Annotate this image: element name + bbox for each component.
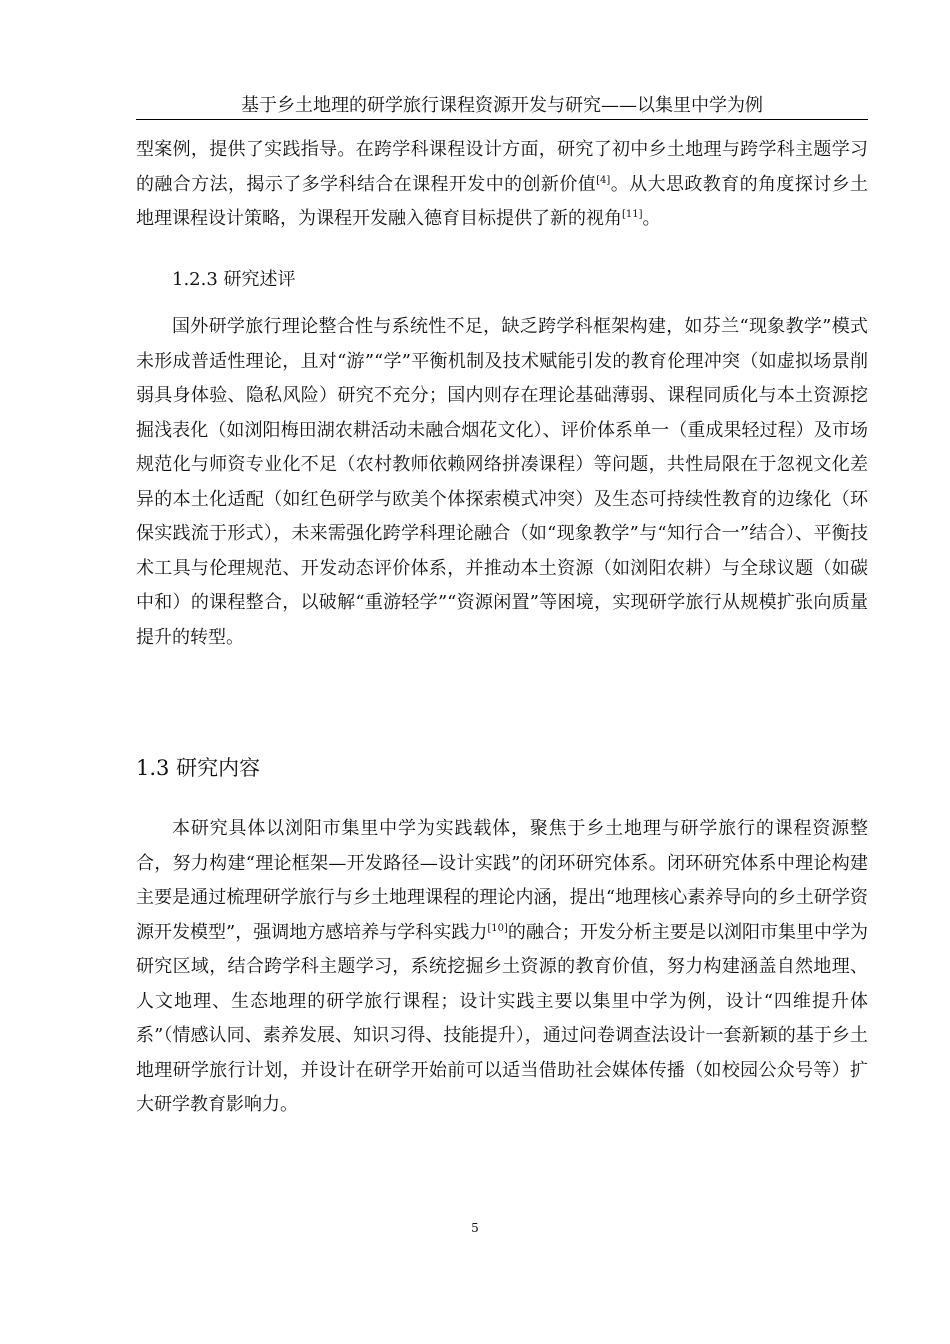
content-paragraph [136, 812, 868, 1123]
citation-4: [4] [596, 174, 611, 186]
review-paragraph-block [136, 310, 868, 655]
intro-text-part1: 型案例，提供了实践指导。在跨学科课程设计方面，研究了初中乡土地理与跨学科主题学习的融合方法，揭示了多学科结合在课程开发中的创新价值 [136, 139, 868, 195]
content-paragraph-block [136, 812, 868, 1123]
review-paragraph: 国外研学旅行理论整合性与系统性不足，缺乏跨学科框架构建，如芬兰“现象教学”模式未形成普适性理论，且对“游”“学”平衡机制及技术赋能引发的教育伦理冲突（如虚拟场景削弱具身体验、隐私风险）研究不充分；国内则存在理论基础薄弱、课程同质化与本土资源挖掘浅表化（如浏阳梅田湖农耕活动未融合烟花文化）、评价体系单一（重成果轻过程）及市场规范化与师资专业化不足（农村教师依赖网络拼凑课程）等问题，共性局限在于忽视文化差异的本土化适配（如红色研学与欧美个体探索模式冲突）及生态可持续性教育的边缘化（环保实践流于形式），未来需强化跨学科理论融合（如“现象教学”与“知行合一”结合）、平衡技术工具与伦理规范、开发动态评价体系，并推动本土资源（如浏阳农耕）与全球议题（如碳中和）的课程整合，以破解“重游轻学”“资源闲置”等困境，实现研学旅行从规模扩张向质量提升的转型。 [136, 316, 868, 648]
section-heading: 1.3 研究内容 [136, 756, 261, 780]
intro-text-part2: 。从大思政教育的角度探讨乡土地理课程设计策略，为课程开发融入德育目标提供了新的视角 [136, 173, 869, 229]
content-text-part1: 本研究具体以浏阳市集里中学为实践载体，聚焦于乡土地理与研学旅行的课程资源整合，努力构建“理论框架—开发路径—设计实践”的闭环研究体系。闭环研究体系中理论构建主要是通过梳理研学旅行与乡土地理课程的理论内涵，提出“地理核心素养导向的乡土研学资源开发模型”，强调地方感培养与学科实践力 [136, 818, 868, 943]
page-number: 5 [471, 1221, 479, 1235]
intro-text-part3: 。 [642, 208, 661, 229]
subsection-heading: 1.2.3 研究述评 [172, 269, 296, 290]
citation-11: [11] [622, 209, 643, 220]
header-rule [136, 119, 868, 120]
content-text-part2: 的融合；开发分析主要是以浏阳市集里中学为研究区域，结合跨学科主题学习，系统挖掘乡土资源的教育价值，努力构建涵盖自然地理、人文地理、生态地理的研学旅行课程；设计实践主要以集里中学为例，设计“四维提升体系”（情感认同、素养发展、知识习得、技能提升），通过问卷调查法设计一套新颖的基于乡土地理研学旅行计划，并设计在研学开始前可以适当借助社会媒体传播（如校园公众号等）扩大研学教育影响力。 [136, 921, 869, 1115]
intro-paragraph-block [136, 133, 868, 237]
intro-paragraph [136, 133, 868, 237]
running-header: 基于乡土地理的研学旅行课程资源开发与研究——以集里中学为例 [241, 95, 763, 116]
citation-10: [10] [487, 922, 508, 934]
